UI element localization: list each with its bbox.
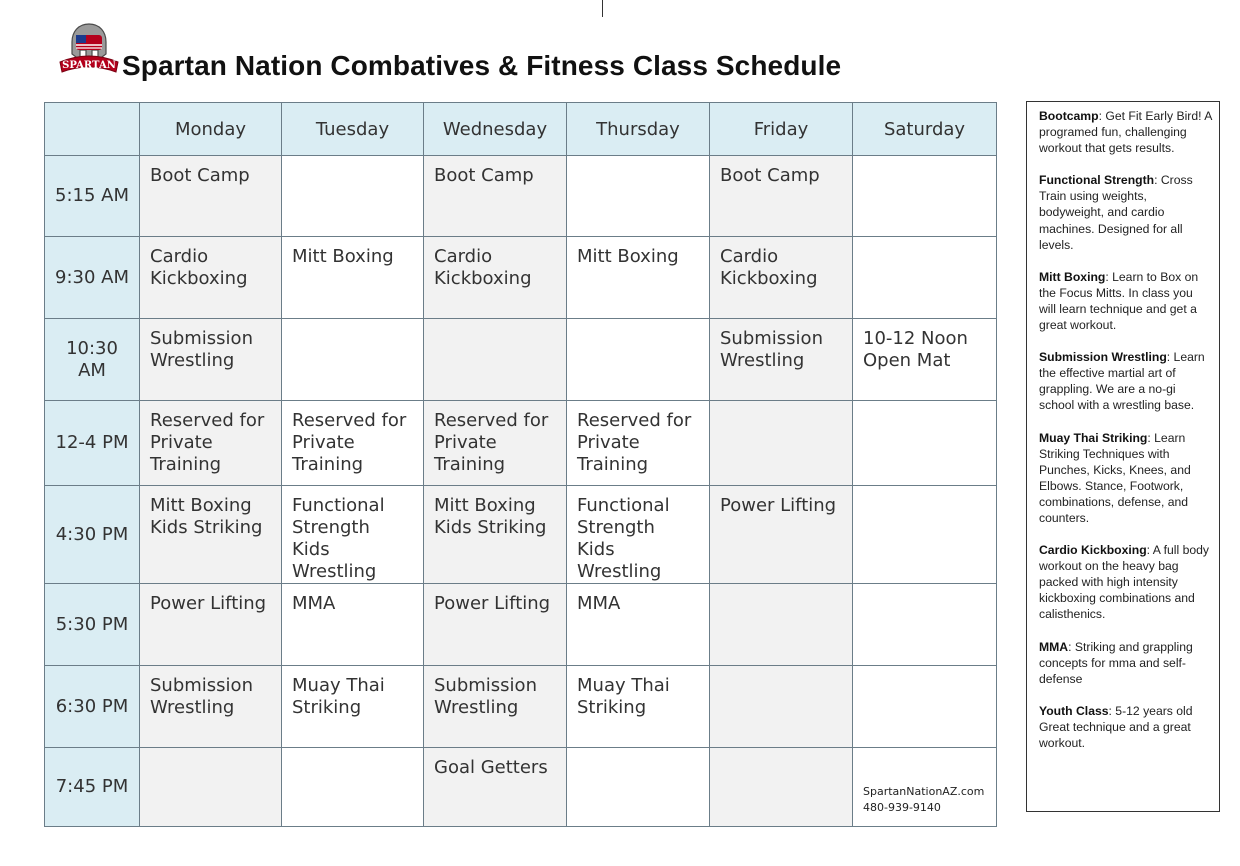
class-cell	[853, 237, 997, 319]
class-cell: Functional Strength Kids Wrestling	[567, 486, 710, 584]
class-cell	[710, 401, 853, 486]
class-cell: Reserved for Private Training	[282, 401, 424, 486]
class-cell: Boot Camp	[140, 156, 282, 237]
contact-info: SpartanNationAZ.com 480-939-9140	[863, 785, 985, 814]
header-row	[45, 103, 997, 156]
class-cell	[853, 584, 997, 666]
day-header: Wednesday	[424, 103, 567, 156]
page-crop-mark	[602, 0, 603, 17]
class-cell: Goal Getters	[424, 748, 567, 827]
class-cell	[424, 319, 567, 401]
class-cell	[567, 748, 710, 827]
class-cell: Power Lifting	[140, 584, 282, 666]
schedule-row	[45, 584, 997, 666]
class-cell: Submission Wrestling	[140, 319, 282, 401]
class-cell	[853, 156, 997, 237]
class-cell: Cardio Kickboxing	[140, 237, 282, 319]
time-slot: 12-4 PM	[45, 401, 140, 486]
class-cell: Boot Camp	[710, 156, 853, 237]
schedule-row	[45, 156, 997, 237]
corner-cell	[45, 103, 140, 156]
legend-item: MMA: Striking and grappling concepts for mma and self-defense	[1039, 639, 1193, 686]
class-cell	[282, 156, 424, 237]
class-cell: 10-12 Noon Open Mat	[853, 319, 997, 401]
legend-item: Functional Strength: Cross Train using weights, bodyweight, and cardio machines. Designed for all levels.	[1039, 173, 1193, 252]
day-header: Thursday	[567, 103, 710, 156]
class-cell: Power Lifting	[710, 486, 853, 584]
class-cell	[567, 319, 710, 401]
class-cell	[282, 319, 424, 401]
legend-item: Youth Class: 5-12 years old Great technique and a great workout.	[1039, 703, 1193, 750]
class-cell	[140, 748, 282, 827]
class-cell: MMA	[282, 584, 424, 666]
class-cell: MMA	[567, 584, 710, 666]
class-cell: Mitt Boxing	[282, 237, 424, 319]
class-cell: Mitt Boxing	[567, 237, 710, 319]
day-header: Friday	[710, 103, 853, 156]
class-cell	[282, 748, 424, 827]
time-slot: 4:30 PM	[45, 486, 140, 584]
schedule-row	[45, 748, 997, 827]
schedule-row	[45, 237, 997, 319]
class-cell: Submission Wrestling	[424, 666, 567, 748]
legend-item: Submission Wrestling: Learn the effective martial art of grappling. We are a no-gi school with a wrestling base.	[1039, 350, 1205, 413]
legend-item: Mitt Boxing: Learn to Box on the Focus Mitts. In class you will learn technique and get a great workout.	[1039, 269, 1199, 333]
class-cell: Cardio Kickboxing	[710, 237, 853, 319]
day-header: Tuesday	[282, 103, 424, 156]
schedule-row	[45, 401, 997, 486]
class-cell	[853, 666, 997, 748]
class-cell: Reserved for Private Training	[567, 401, 710, 486]
svg-text:SPARTAN: SPARTAN	[62, 60, 116, 71]
class-cell: Power Lifting	[424, 584, 567, 666]
time-slot: 6:30 PM	[45, 666, 140, 748]
class-cell	[710, 666, 853, 748]
class-cell: Reserved for Private Training	[424, 401, 567, 486]
class-cell	[853, 401, 997, 486]
legend-item: Bootcamp: Get Fit Early Bird! A programed fun, challenging workout that gets results.	[1039, 109, 1212, 156]
class-cell: Submission Wrestling	[710, 319, 853, 401]
page-title: Spartan Nation Combatives & Fitness Class Schedule	[122, 50, 842, 81]
time-slot: 5:30 PM	[45, 584, 140, 666]
legend-item: Muay Thai Striking: Learn Striking Techniques with Punches, Kicks, Knees, and Elbows. Stance, Footwork, combinations, defense, and counters.	[1039, 430, 1191, 525]
class-descriptions-legend	[1026, 101, 1220, 812]
class-cell: Mitt Boxing Kids Striking	[140, 486, 282, 584]
time-slot: 7:45 PM	[45, 748, 140, 827]
class-cell	[853, 486, 997, 584]
contact-cell	[853, 748, 997, 827]
class-cell: Boot Camp	[424, 156, 567, 237]
class-cell: Functional Strength Kids Wrestling	[282, 486, 424, 584]
schedule-row	[45, 666, 997, 748]
class-cell: Reserved for Private Training	[140, 401, 282, 486]
class-cell: Mitt Boxing Kids Striking	[424, 486, 567, 584]
day-header: Saturday	[853, 103, 997, 156]
day-header: Monday	[140, 103, 282, 156]
class-cell	[567, 156, 710, 237]
class-cell	[710, 748, 853, 827]
time-slot: 9:30 AM	[45, 237, 140, 319]
class-cell: Submission Wrestling	[140, 666, 282, 748]
class-cell: Muay Thai Striking	[282, 666, 424, 748]
class-cell: Cardio Kickboxing	[424, 237, 567, 319]
time-slot: 5:15 AM	[45, 156, 140, 237]
schedule-row	[45, 319, 997, 401]
spartan-logo	[56, 20, 122, 76]
class-cell: Muay Thai Striking	[567, 666, 710, 748]
time-slot: 10:30 AM	[45, 319, 140, 401]
class-schedule-table	[44, 102, 997, 827]
legend-item: Cardio Kickboxing: A full body workout on the heavy bag packed with high intensity kickboxing combinations and calisthenics.	[1039, 543, 1210, 622]
class-cell	[710, 584, 853, 666]
schedule-row	[45, 486, 997, 584]
